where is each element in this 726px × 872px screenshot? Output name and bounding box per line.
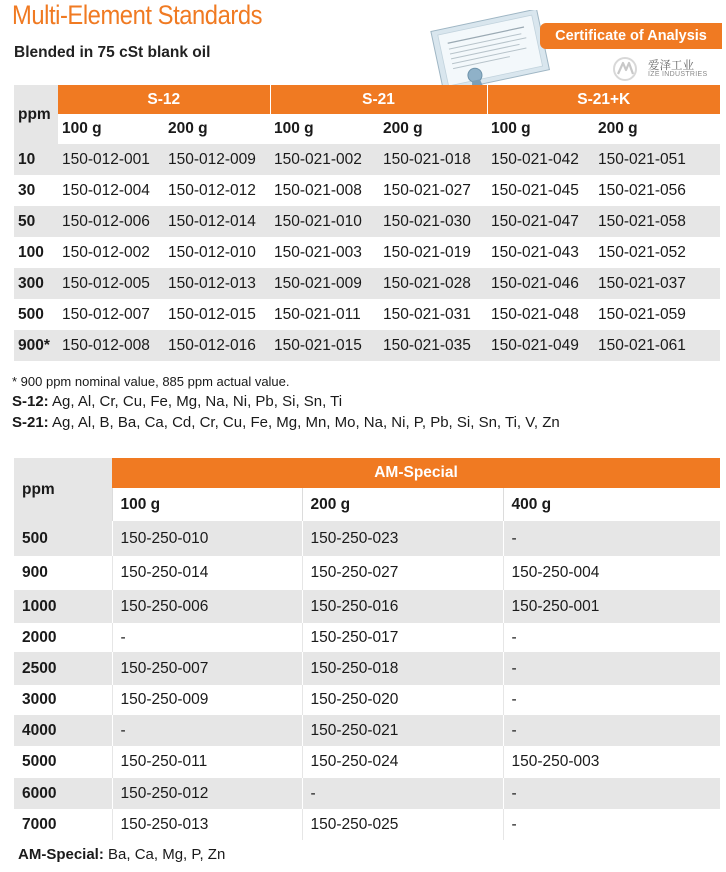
catalog-code-cell: 150-021-042 bbox=[487, 144, 594, 175]
catalog-code-cell: - bbox=[112, 715, 302, 746]
table-row bbox=[14, 521, 720, 556]
catalog-code-cell: 150-021-047 bbox=[487, 206, 594, 237]
table-row bbox=[14, 685, 720, 715]
catalog-code-cell: 150-250-007 bbox=[112, 652, 302, 685]
catalog-code-cell: 150-250-027 bbox=[302, 556, 503, 590]
catalog-code-cell: 150-021-019 bbox=[379, 237, 487, 268]
catalog-code-cell: 150-250-021 bbox=[302, 715, 503, 746]
catalog-code-cell: 150-021-043 bbox=[487, 237, 594, 268]
table-row bbox=[14, 206, 720, 237]
catalog-code-cell: 150-021-030 bbox=[379, 206, 487, 237]
table-row bbox=[14, 809, 720, 840]
ppm-value: 4000 bbox=[14, 715, 112, 746]
ppm-value: 500 bbox=[14, 299, 58, 330]
table-row bbox=[14, 299, 720, 330]
table-row bbox=[14, 175, 720, 206]
catalog-code-cell: 150-250-011 bbox=[112, 746, 302, 778]
catalog-code-cell: 150-012-014 bbox=[164, 206, 270, 237]
catalog-code-cell: 150-012-015 bbox=[164, 299, 270, 330]
catalog-code-cell: 150-250-009 bbox=[112, 685, 302, 715]
table-row bbox=[14, 330, 720, 361]
size-header: 200 g bbox=[302, 488, 503, 521]
catalog-code-cell: 150-021-003 bbox=[270, 237, 379, 268]
size-header: 100 g bbox=[112, 488, 302, 521]
ppm-value: 7000 bbox=[14, 809, 112, 840]
catalog-code-cell: 150-012-002 bbox=[58, 237, 164, 268]
s21-elements-line bbox=[12, 414, 560, 431]
am-special-elements: Ba, Ca, Mg, P, Zn bbox=[103, 846, 226, 863]
catalog-code-cell: 150-021-056 bbox=[594, 175, 720, 206]
ppm-header: ppm bbox=[14, 85, 58, 144]
catalog-code-cell: 150-012-006 bbox=[58, 206, 164, 237]
s21-elements: Ag, Al, B, Ba, Ca, Cd, Cr, Cu, Fe, Mg, Mn, Mo, Na, Ni, P, Pb, Si, Sn, Ti, V, Zn bbox=[48, 414, 560, 431]
catalog-code-cell: 150-021-035 bbox=[379, 330, 487, 361]
catalog-code-cell: 150-021-048 bbox=[487, 299, 594, 330]
ppm-value: 900 bbox=[14, 556, 112, 590]
catalog-code-cell: 150-021-008 bbox=[270, 175, 379, 206]
group-header-am-special: AM-Special bbox=[112, 458, 720, 488]
catalog-code-cell: - bbox=[503, 778, 720, 809]
size-header: 100 g bbox=[58, 114, 164, 144]
size-header: 200 g bbox=[594, 114, 720, 144]
ppm-value: 100 bbox=[14, 237, 58, 268]
catalog-code-cell: 150-250-023 bbox=[302, 521, 503, 556]
catalog-code-cell: 150-021-058 bbox=[594, 206, 720, 237]
catalog-code-cell: 150-021-009 bbox=[270, 268, 379, 299]
catalog-code-cell: 150-012-013 bbox=[164, 268, 270, 299]
table-row bbox=[14, 715, 720, 746]
catalog-code-cell: 150-012-010 bbox=[164, 237, 270, 268]
table-row bbox=[14, 144, 720, 175]
catalog-code-cell: - bbox=[302, 778, 503, 809]
catalog-code-cell: - bbox=[503, 521, 720, 556]
table-row bbox=[14, 623, 720, 652]
ppm-value: 500 bbox=[14, 521, 112, 556]
catalog-code-cell: 150-250-012 bbox=[112, 778, 302, 809]
catalog-code-cell: 150-250-014 bbox=[112, 556, 302, 590]
catalog-code-cell: 150-021-031 bbox=[379, 299, 487, 330]
catalog-code-cell: 150-021-052 bbox=[594, 237, 720, 268]
am-special-label: AM-Special: bbox=[18, 846, 104, 863]
group-header-s21k: S-21+K bbox=[487, 85, 720, 114]
catalog-code-cell: 150-250-018 bbox=[302, 652, 503, 685]
catalog-code-cell: 150-021-045 bbox=[487, 175, 594, 206]
ppm-value: 30 bbox=[14, 175, 58, 206]
certificate-of-analysis-badge: Certificate of Analysis bbox=[540, 23, 722, 49]
catalog-code-cell: 150-021-027 bbox=[379, 175, 487, 206]
catalog-code-cell: - bbox=[112, 623, 302, 652]
group-header-s21: S-21 bbox=[270, 85, 487, 114]
catalog-code-cell: 150-250-010 bbox=[112, 521, 302, 556]
catalog-code-cell: 150-250-025 bbox=[302, 809, 503, 840]
catalog-code-cell: 150-250-017 bbox=[302, 623, 503, 652]
am-special-table bbox=[14, 458, 720, 840]
catalog-code-cell: 150-250-003 bbox=[503, 746, 720, 778]
ppm-value: 2000 bbox=[14, 623, 112, 652]
ppm-value: 2500 bbox=[14, 652, 112, 685]
catalog-code-cell: 150-250-006 bbox=[112, 590, 302, 623]
catalog-code-cell: 150-250-013 bbox=[112, 809, 302, 840]
ppm-header: ppm bbox=[14, 458, 112, 521]
ppm-value: 5000 bbox=[14, 746, 112, 778]
table-row bbox=[14, 652, 720, 685]
size-header: 200 g bbox=[164, 114, 270, 144]
catalog-code-cell: 150-012-005 bbox=[58, 268, 164, 299]
catalog-code-cell: 150-021-051 bbox=[594, 144, 720, 175]
catalog-code-cell: 150-250-024 bbox=[302, 746, 503, 778]
s21-label: S-21: bbox=[12, 414, 49, 431]
catalog-code-cell: 150-021-011 bbox=[270, 299, 379, 330]
ppm-value: 3000 bbox=[14, 685, 112, 715]
catalog-code-cell: 150-021-061 bbox=[594, 330, 720, 361]
catalog-code-cell: 150-012-012 bbox=[164, 175, 270, 206]
catalog-code-cell: 150-021-049 bbox=[487, 330, 594, 361]
brand-name-cn: 爱泽工业 bbox=[648, 58, 694, 72]
catalog-code-cell: - bbox=[503, 715, 720, 746]
catalog-code-cell: - bbox=[503, 623, 720, 652]
catalog-code-cell: 150-021-037 bbox=[594, 268, 720, 299]
table-row bbox=[14, 237, 720, 268]
size-header: 200 g bbox=[379, 114, 487, 144]
catalog-code-cell: 150-012-001 bbox=[58, 144, 164, 175]
ppm-value: 10 bbox=[14, 144, 58, 175]
catalog-code-cell: 150-012-004 bbox=[58, 175, 164, 206]
ppm-value: 300 bbox=[14, 268, 58, 299]
s12-label: S-12: bbox=[12, 393, 49, 410]
table-row bbox=[14, 556, 720, 590]
catalog-code-cell: 150-012-007 bbox=[58, 299, 164, 330]
catalog-code-cell: 150-021-002 bbox=[270, 144, 379, 175]
catalog-code-cell: 150-250-001 bbox=[503, 590, 720, 623]
table-row bbox=[14, 778, 720, 809]
size-header: 400 g bbox=[503, 488, 720, 521]
s12-elements-line bbox=[12, 393, 560, 410]
catalog-code-cell: 150-012-009 bbox=[164, 144, 270, 175]
catalog-code-cell: - bbox=[503, 652, 720, 685]
table-row bbox=[14, 746, 720, 778]
group-header-s12: S-12 bbox=[58, 85, 270, 114]
catalog-code-cell: - bbox=[503, 685, 720, 715]
ppm-value: 900* bbox=[14, 330, 58, 361]
size-header: 100 g bbox=[487, 114, 594, 144]
table-row bbox=[14, 268, 720, 299]
catalog-code-cell: 150-021-018 bbox=[379, 144, 487, 175]
brand-name-en: IZE INDUSTRIES bbox=[648, 71, 708, 78]
catalog-code-cell: 150-021-015 bbox=[270, 330, 379, 361]
catalog-code-cell: 150-250-004 bbox=[503, 556, 720, 590]
table-row bbox=[14, 590, 720, 623]
catalog-code-cell: 150-250-016 bbox=[302, 590, 503, 623]
ppm-value: 50 bbox=[14, 206, 58, 237]
catalog-code-cell: 150-021-046 bbox=[487, 268, 594, 299]
catalog-code-cell: 150-021-028 bbox=[379, 268, 487, 299]
am-special-elements-line bbox=[18, 846, 225, 863]
s12-elements: Ag, Al, Cr, Cu, Fe, Mg, Na, Ni, Pb, Si, Sn, Ti bbox=[48, 393, 343, 410]
catalog-code-cell: 150-012-008 bbox=[58, 330, 164, 361]
notes-block bbox=[12, 374, 560, 435]
catalog-code-cell: - bbox=[503, 809, 720, 840]
footnote: * 900 ppm nominal value, 885 ppm actual value. bbox=[12, 374, 290, 389]
catalog-code-cell: 150-021-010 bbox=[270, 206, 379, 237]
ppm-value: 6000 bbox=[14, 778, 112, 809]
ppm-value: 1000 bbox=[14, 590, 112, 623]
size-header: 100 g bbox=[270, 114, 379, 144]
s-series-table bbox=[14, 85, 720, 361]
page-title: Multi-Element Standards bbox=[12, 0, 263, 30]
page-subtitle: Blended in 75 cSt blank oil bbox=[14, 44, 211, 61]
catalog-code-cell: 150-250-020 bbox=[302, 685, 503, 715]
catalog-code-cell: 150-021-059 bbox=[594, 299, 720, 330]
catalog-code-cell: 150-012-016 bbox=[164, 330, 270, 361]
